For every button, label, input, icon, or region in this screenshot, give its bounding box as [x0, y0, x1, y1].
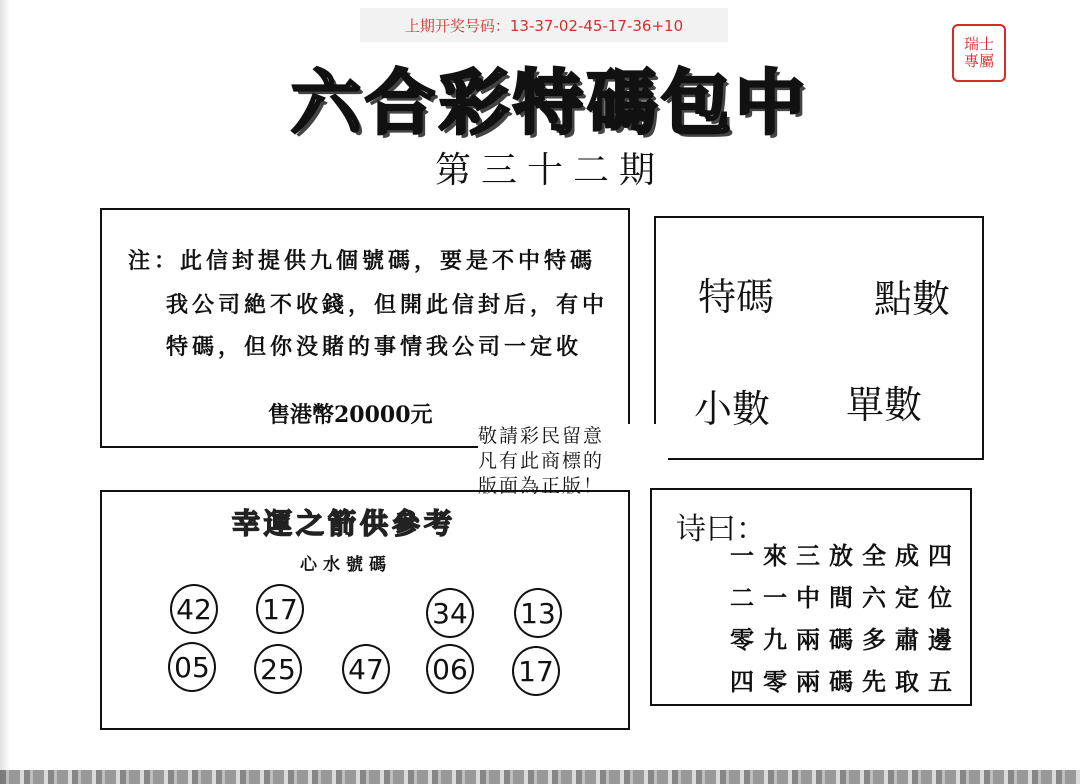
poem-line-2: 二一中間六定位	[730, 583, 961, 612]
notice-line-1: 敬請彩民留意	[478, 425, 605, 447]
poem-line-4: 四零兩碼先取五	[730, 667, 961, 696]
number-ball: 25	[254, 644, 302, 694]
poem-box	[650, 488, 972, 706]
number-ball: 05	[168, 642, 216, 692]
number-ball: 13	[514, 588, 562, 638]
category-odd: 單數	[846, 383, 923, 427]
note-line-3: 特碼，但你没賭的事情我公司一定收	[166, 334, 583, 360]
lucky-title: 幸運之箭供參考	[232, 507, 457, 540]
brand-seal-stamp	[952, 24, 1006, 82]
category-small: 小數	[694, 387, 771, 431]
note-box	[100, 208, 630, 448]
number-ball: 42	[170, 584, 218, 634]
scan-shadow-left	[0, 0, 10, 784]
number-ball: 17	[512, 646, 560, 696]
number-ball: 06	[426, 644, 474, 694]
poem-line-1: 一來三放全成四	[730, 541, 961, 570]
notice-line-2: 凡有此商標的	[478, 450, 605, 472]
page-title: 六合彩特碼包中	[291, 60, 809, 144]
number-ball: 34	[426, 588, 474, 638]
number-ball: 47	[342, 644, 390, 694]
price-text: 售港幣20000元	[268, 402, 433, 428]
notice-line-3: 版面為正版！	[478, 475, 605, 497]
seal-text: 瑞士專屬	[963, 35, 994, 70]
scan-edge-bottom	[0, 770, 1080, 784]
lucky-subtitle: 心水號碼	[300, 555, 392, 575]
last-draw-banner: 上期开奖号码：13-37-02-45-17-36+10	[360, 8, 728, 42]
poem-line-3: 零九兩碼多肅邊	[730, 625, 961, 654]
poem-title: 诗曰：	[676, 512, 766, 547]
lucky-numbers-box	[100, 490, 630, 730]
authenticity-notice	[478, 424, 668, 499]
category-special: 特碼	[698, 275, 775, 319]
note-line-2: 我公司絶不收錢，但開此信封后，有中	[166, 292, 609, 318]
note-line-1: 注：此信封提供九個號碼，要是不中特碼	[128, 248, 597, 274]
category-points: 點數	[874, 277, 951, 321]
number-ball: 17	[256, 584, 304, 634]
issue-number: 第三十二期	[434, 149, 665, 191]
category-box	[654, 216, 984, 460]
